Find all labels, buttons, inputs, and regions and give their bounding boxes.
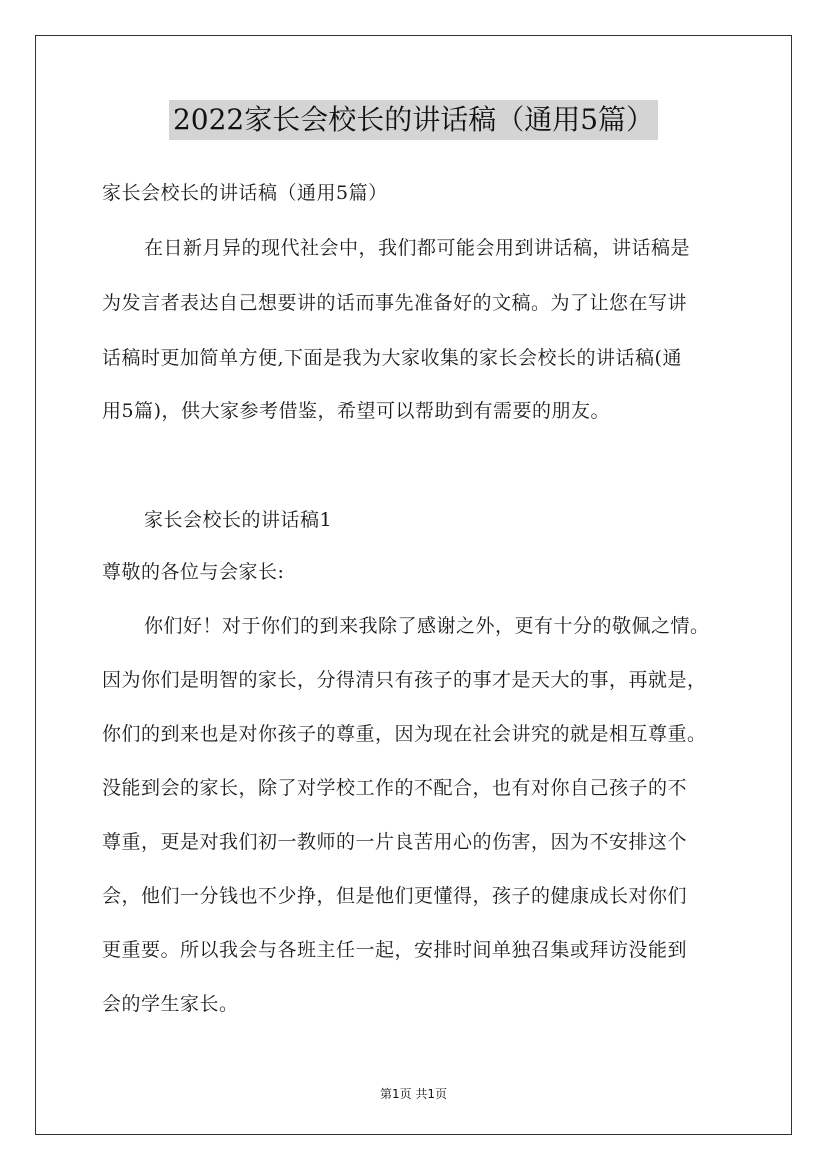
body-line-6: 会，他们一分钱也不少挣，但是他们更懂得，孩子的健康成长对你们 — [102, 885, 688, 907]
body-line-1: 你们好！对于你们的到来我除了感谢之外，更有十分的敬佩之情。 — [144, 615, 710, 637]
body-line-3: 你们的到来也是对你孩子的尊重，因为现在社会讲究的就是相互尊重。 — [102, 723, 707, 745]
intro-line-1: 在日新月异的现代社会中，我们都可能会用到讲话稿，讲话稿是 — [144, 237, 691, 259]
intro-line-4: 用5篇)，供大家参考借鉴，希望可以帮助到有需要的朋友。 — [102, 400, 611, 422]
body-line-2: 因为你们是明智的家长，分得清只有孩子的事才是天大的事，再就是， — [102, 669, 707, 691]
intro-line-2: 为发言者表达自己想要讲的话而事先准备好的文稿。为了让您在写讲 — [102, 292, 688, 314]
title-wrap — [0, 100, 827, 140]
greeting: 尊敬的各位与会家长: — [102, 561, 285, 583]
page-footer: 第1页 共1页 — [379, 1087, 448, 1101]
section-heading: 家长会校长的讲话稿1 — [144, 509, 333, 531]
intro-line-3: 话稿时更加简单方便,下面是我为大家收集的家长会校长的讲话稿(通 — [102, 347, 682, 369]
document-title: 2022家长会校长的讲话稿（通用5篇） — [169, 100, 658, 140]
body-line-8: 会的学生家长。 — [102, 993, 239, 1015]
body-line-5: 尊重，更是对我们初一教师的一片良苦用心的伤害，因为不安排这个 — [102, 831, 688, 853]
document-subtitle: 家长会校长的讲话稿（通用5篇） — [102, 182, 388, 204]
body-line-7: 更重要。所以我会与各班主任一起，安排时间单独召集或拜访没能到 — [102, 939, 688, 961]
body-line-4: 没能到会的家长，除了对学校工作的不配合，也有对你自己孩子的不 — [102, 777, 688, 799]
